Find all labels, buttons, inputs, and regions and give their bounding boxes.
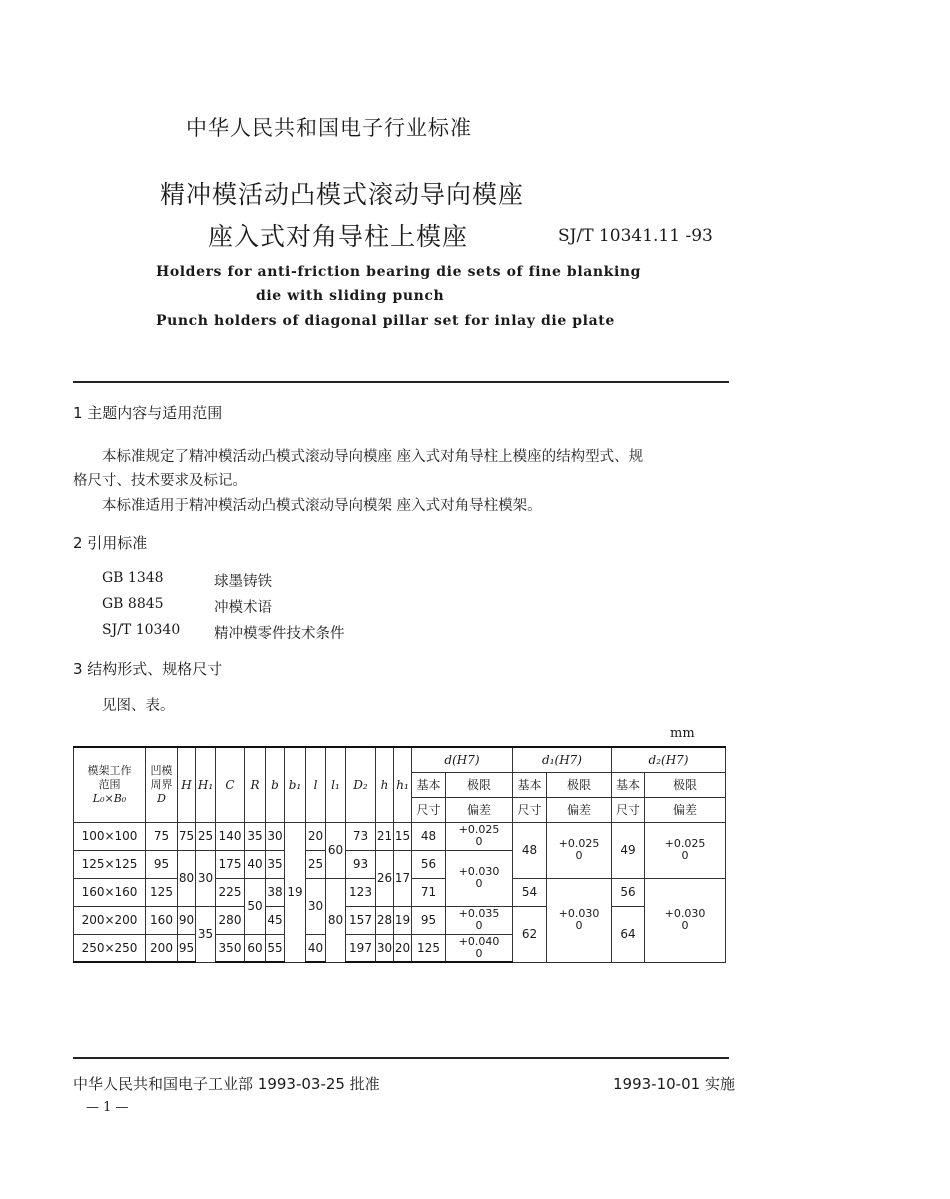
cell-l: 25 [306, 850, 326, 878]
cell-D2: 197 [346, 934, 376, 962]
cell-d2: 56 [612, 878, 645, 906]
section-3-heading: 3 结构形式、规格尺寸 [73, 660, 223, 678]
cell-range: 125×125 [74, 850, 146, 878]
header-limit: 极限 [645, 772, 726, 797]
page-number: — 1 — [86, 1100, 129, 1115]
cell-d-tolerance: +0.025 0 [446, 822, 513, 850]
cell-h: 30 [376, 934, 394, 962]
cell-H: 75 [178, 822, 196, 850]
cell-H: 95 [178, 934, 196, 962]
cell-b: 55 [266, 934, 285, 962]
cell-b1: 19 [285, 822, 306, 962]
cell-range: 250×250 [74, 934, 146, 962]
cell-b: 35 [266, 850, 285, 878]
cell-h1: 15 [394, 822, 412, 850]
cell-D2: 73 [346, 822, 376, 850]
cell-C: 225 [216, 878, 245, 906]
cell-d1: 48 [513, 822, 547, 878]
cell-d: 56 [412, 850, 446, 878]
reference-title: 球墨铸铁 [214, 574, 272, 590]
cell-H1: 30 [196, 850, 216, 906]
cell-D2: 157 [346, 906, 376, 934]
unit-label: mm [670, 726, 695, 741]
cell-H1: 25 [196, 822, 216, 850]
cell-d: 95 [412, 906, 446, 934]
section-1-paragraph-1-line-1: 本标准规定了精冲模活动凸模式滚动导向模座 座入式对角导柱上模座的结构型式、规 [102, 449, 644, 465]
reference-code: GB 8845 [102, 596, 164, 612]
header-b: b [266, 747, 285, 822]
cell-H: 80 [178, 850, 196, 906]
header-d2: d₂(H7) [612, 747, 726, 772]
header-R: R [245, 747, 266, 822]
cell-D: 200 [146, 934, 178, 962]
standard-code: SJ/T 10341.11 -93 [558, 226, 713, 246]
header-basic: 基本 [612, 772, 645, 797]
national-standard-heading: 中华人民共和国电子行业标准 [186, 116, 472, 140]
cell-b: 30 [266, 822, 285, 850]
reference-code: GB 1348 [102, 570, 164, 586]
cell-d-tolerance: +0.035 0 [446, 906, 513, 934]
header-H: H [178, 747, 196, 822]
cell-d2-tolerance: +0.030 0 [645, 878, 726, 962]
cell-D: 95 [146, 850, 178, 878]
header-size: 尺寸 [412, 797, 446, 822]
header-size: 尺寸 [612, 797, 645, 822]
header-deviation: 偏差 [547, 797, 612, 822]
header-h1: h₁ [394, 747, 412, 822]
cell-d: 71 [412, 878, 446, 906]
cell-R: 50 [245, 878, 266, 934]
section-1-heading: 1 主题内容与适用范围 [73, 404, 223, 422]
reference-title: 精冲模零件技术条件 [214, 626, 345, 642]
english-title-line-1: Holders for anti-friction bearing die sets of fine blanking [156, 264, 642, 280]
cell-C: 350 [216, 934, 245, 962]
cell-d2: 64 [612, 906, 645, 962]
header-l: l [306, 747, 326, 822]
section-2-heading: 2 引用标准 [73, 534, 148, 552]
header-H1: H₁ [196, 747, 216, 822]
document-title-line-2: 座入式对角导柱上模座 [208, 222, 469, 251]
header-deviation: 偏差 [645, 797, 726, 822]
cell-H1: 35 [196, 906, 216, 962]
english-title-line-2: die with sliding punch [256, 288, 445, 304]
footer-divider [73, 1057, 729, 1059]
cell-range: 200×200 [74, 906, 146, 934]
cell-d: 48 [412, 822, 446, 850]
approval-line: 中华人民共和国电子工业部 1993-03-25 批准 [73, 1075, 380, 1093]
cell-d-tolerance: +0.030 0 [446, 850, 513, 906]
cell-h1: 20 [394, 934, 412, 962]
cell-D: 75 [146, 822, 178, 850]
section-3-text: 见图、表。 [102, 698, 175, 714]
cell-h: 26 [376, 850, 394, 906]
cell-D: 125 [146, 878, 178, 906]
cell-H: 90 [178, 906, 196, 934]
cell-D2: 123 [346, 878, 376, 906]
english-title-line-3: Punch holders of diagonal pillar set for inlay die plate [156, 313, 615, 329]
table-row [74, 822, 726, 850]
specification-table [73, 746, 726, 963]
header-d1: d₁(H7) [513, 747, 612, 772]
cell-C: 175 [216, 850, 245, 878]
cell-R: 40 [245, 850, 266, 878]
cell-R: 60 [245, 934, 266, 962]
cell-h: 28 [376, 906, 394, 934]
header-h: h [376, 747, 394, 822]
cell-d1: 62 [513, 906, 547, 962]
header-die-perimeter: 凹模 周界 D [146, 747, 178, 822]
cell-l1: 80 [326, 878, 346, 962]
section-1-paragraph-1-line-2: 格尺寸、技术要求及标记。 [73, 473, 247, 489]
reference-code: SJ/T 10340 [102, 622, 181, 638]
header-limit: 极限 [547, 772, 612, 797]
header-divider [73, 381, 729, 383]
cell-l: 20 [306, 822, 326, 850]
cell-l1: 60 [326, 822, 346, 878]
cell-h1: 17 [394, 850, 412, 906]
document-title-line-1: 精冲模活动凸模式滚动导向模座 [160, 180, 525, 209]
header-size: 尺寸 [513, 797, 547, 822]
cell-R: 35 [245, 822, 266, 850]
cell-l: 30 [306, 878, 326, 934]
cell-range: 100×100 [74, 822, 146, 850]
header-basic: 基本 [412, 772, 446, 797]
header-range: 模架工作 范围 L₀×B₀ [74, 747, 146, 822]
cell-d1-tolerance: +0.030 0 [547, 878, 612, 962]
header-b1: b₁ [285, 747, 306, 822]
cell-h: 21 [376, 822, 394, 850]
cell-C: 280 [216, 906, 245, 934]
header-d: d(H7) [412, 747, 513, 772]
effective-date: 1993-10-01 实施 [613, 1075, 735, 1093]
cell-l: 40 [306, 934, 326, 962]
cell-D: 160 [146, 906, 178, 934]
cell-h1: 19 [394, 906, 412, 934]
section-1-paragraph-2: 本标准适用于精冲模活动凸模式滚动导向模架 座入式对角导柱模架。 [102, 498, 542, 514]
header-l1: l₁ [326, 747, 346, 822]
header-limit: 极限 [446, 772, 513, 797]
cell-d-tolerance: +0.040 0 [446, 934, 513, 962]
cell-d1: 54 [513, 878, 547, 906]
cell-D2: 93 [346, 850, 376, 878]
header-deviation: 偏差 [446, 797, 513, 822]
cell-d2-tolerance: +0.025 0 [645, 822, 726, 878]
cell-b: 45 [266, 906, 285, 934]
cell-range: 160×160 [74, 878, 146, 906]
cell-d: 125 [412, 934, 446, 962]
header-D2: D₂ [346, 747, 376, 822]
cell-d1-tolerance: +0.025 0 [547, 822, 612, 878]
cell-b: 38 [266, 878, 285, 906]
reference-title: 冲模术语 [214, 600, 272, 616]
header-C: C [216, 747, 245, 822]
table-row [74, 906, 726, 934]
cell-d2: 49 [612, 822, 645, 878]
cell-C: 140 [216, 822, 245, 850]
header-basic: 基本 [513, 772, 547, 797]
